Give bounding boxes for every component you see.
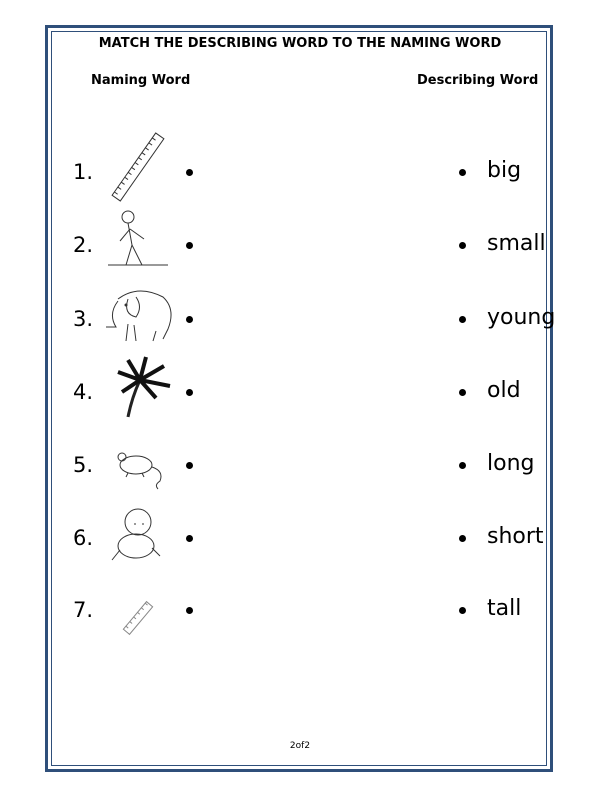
describing-word: tall: [487, 596, 522, 621]
left-match-dot[interactable]: [186, 389, 193, 396]
describing-word: big: [487, 158, 522, 183]
baby-picture: [98, 498, 178, 568]
right-match-dot[interactable]: [459, 535, 466, 542]
describing-word: young: [487, 305, 556, 330]
item-number: 2.: [73, 233, 94, 257]
describing-word: short: [487, 524, 544, 549]
match-row: [0, 378, 600, 452]
match-row: [0, 596, 600, 670]
left-match-dot[interactable]: [186, 242, 193, 249]
match-row: [0, 231, 600, 305]
match-row: [0, 451, 600, 525]
left-match-dot[interactable]: [186, 462, 193, 469]
palm-tree-picture: [98, 352, 178, 422]
describing-word-header: Describing Word: [417, 73, 539, 88]
ruler-short-picture: [98, 570, 178, 640]
item-number: 5.: [73, 453, 94, 477]
naming-word-header: Naming Word: [91, 73, 191, 88]
item-number: 3.: [73, 307, 94, 331]
page-number: 2of2: [289, 741, 311, 751]
worksheet-title: MATCH THE DESCRIBING WORD TO THE NAMING WORD: [98, 36, 502, 51]
match-row: [0, 524, 600, 598]
left-match-dot[interactable]: [186, 607, 193, 614]
item-number: 6.: [73, 526, 94, 550]
left-match-dot[interactable]: [186, 535, 193, 542]
elephant-picture: [98, 279, 178, 349]
item-number: 4.: [73, 380, 94, 404]
right-match-dot[interactable]: [459, 462, 466, 469]
left-match-dot[interactable]: [186, 316, 193, 323]
item-number: 7.: [73, 598, 94, 622]
match-row: [0, 158, 600, 232]
describing-word: long: [487, 451, 535, 476]
old-man-picture: [98, 205, 178, 275]
right-match-dot[interactable]: [459, 389, 466, 396]
right-match-dot[interactable]: [459, 607, 466, 614]
right-match-dot[interactable]: [459, 169, 466, 176]
left-match-dot[interactable]: [186, 169, 193, 176]
describing-word: old: [487, 378, 521, 403]
match-row: [0, 305, 600, 379]
describing-word: small: [487, 231, 546, 256]
right-match-dot[interactable]: [459, 316, 466, 323]
item-number: 1.: [73, 160, 94, 184]
right-match-dot[interactable]: [459, 242, 466, 249]
ruler-long-picture: [98, 132, 178, 202]
mouse-picture: [98, 425, 178, 495]
